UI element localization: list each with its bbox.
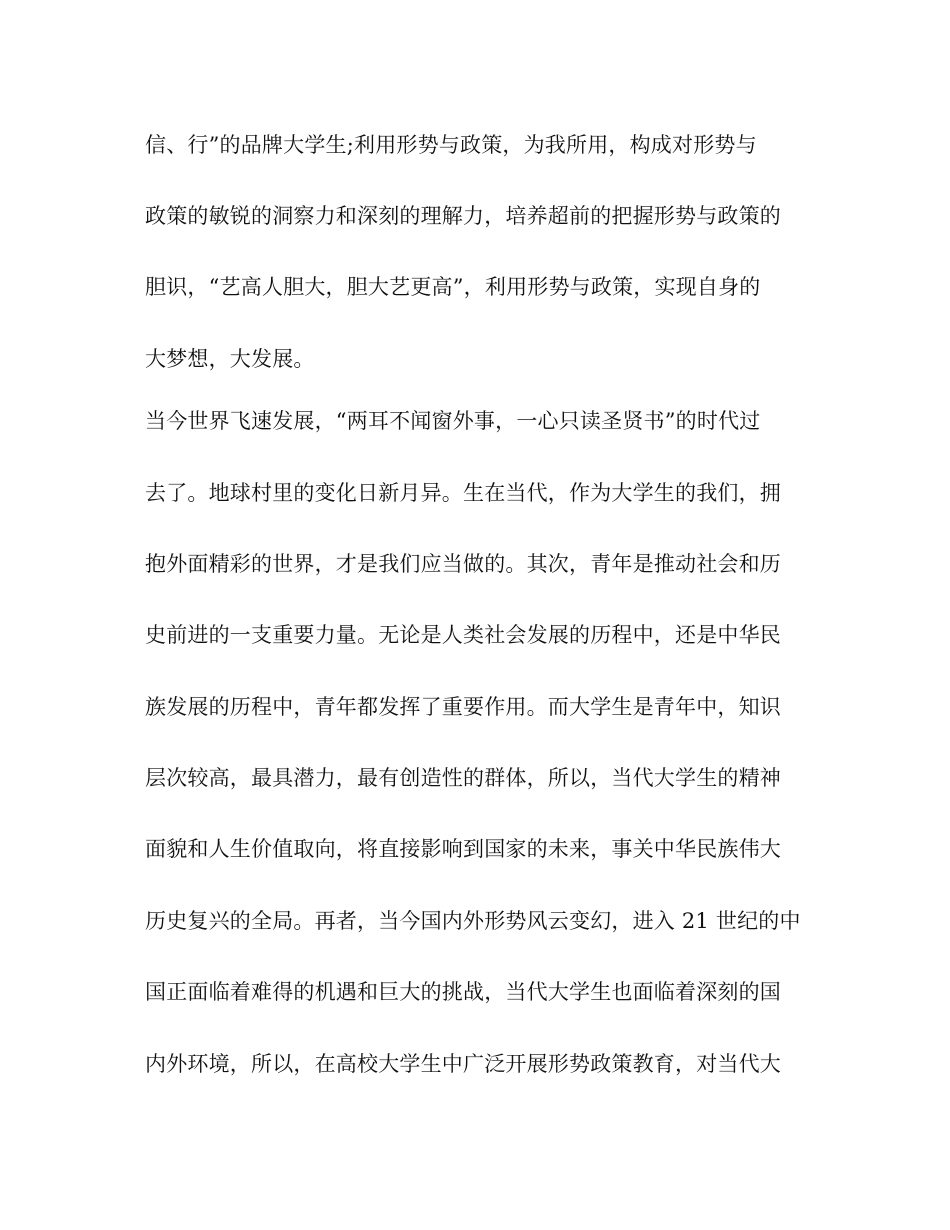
text-line: 胆识，“艺高人胆大，胆大艺更高”，利用形势与政策，实现自身的 [145,275,761,299]
text-line: 面貌和人生价值取向，将直接影响到国家的未来，事关中华民族伟大 [145,837,781,861]
text-line: 历史复兴的全局。再者，当今国内外形势风云变幻，进入 21 世纪的中 [145,909,801,933]
text-line: 史前进的一支重要力量。无论是人类社会发展的历程中，还是中华民 [145,623,781,647]
text-line: 去了。地球村里的变化日新月异。生在当代，作为大学生的我们，拥 [145,481,781,505]
text-line: 族发展的历程中，青年都发挥了重要作用。而大学生是青年中，知识 [145,695,781,719]
text-line: 大梦想，大发展。 [145,347,315,371]
text-line: 层次较高，最具潜力，最有创造性的群体，所以，当代大学生的精神 [145,766,781,790]
text-line: 国正面临着难得的机遇和巨大的挑战，当代大学生也面临着深刻的国 [145,980,781,1004]
text-line: 当今世界飞速发展，“两耳不闻窗外事，一心只读圣贤书”的时代过 [145,409,761,433]
text-line: 政策的敏锐的洞察力和深刻的理解力，培养超前的把握形势与政策的 [145,204,781,228]
text-line: 抱外面精彩的世界，才是我们应当做的。其次，青年是推动社会和历 [145,552,781,576]
text-line: 内外环境，所以，在高校大学生中广泛开展形势政策教育，对当代大 [145,1052,781,1076]
text-line: 信、行”的品牌大学生;利用形势与政策，为我所用，构成对形势与 [145,133,757,157]
